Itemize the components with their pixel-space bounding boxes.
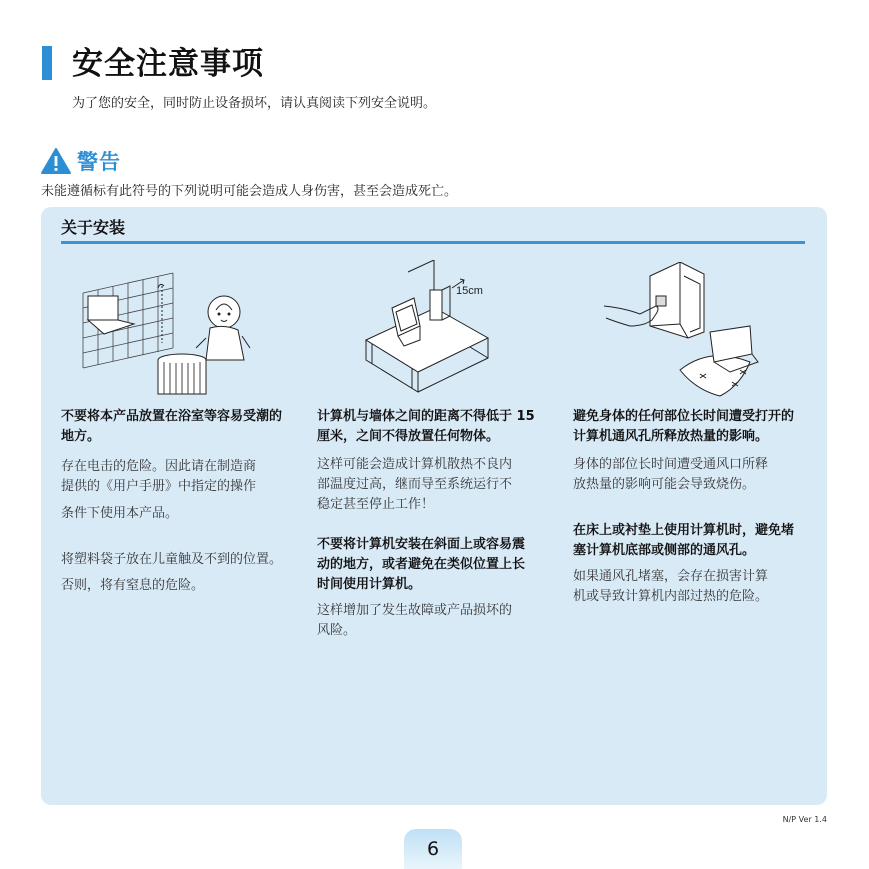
- column-wall-distance: [317, 407, 549, 641]
- warning-title: 警告: [77, 150, 121, 174]
- col3-item2-line1: 如果通风孔堵塞，会存在损害计算: [573, 569, 769, 584]
- section-title: 关于安装: [61, 218, 126, 237]
- col2-item2-line2: 风险。: [317, 623, 357, 638]
- col3-item2-heading: 在床上或衬垫上使用计算机时，避免堵塞计算机底部或侧部的通风孔。: [573, 523, 795, 558]
- title-accent-bar: [42, 46, 52, 80]
- col1-item1-heading: 不要将本产品放置在浴室等容易受潮的地方。: [61, 409, 283, 444]
- page-number: 6: [404, 829, 462, 869]
- col1-item1-line1: 存在电击的危险。因此请在制造商: [61, 459, 257, 474]
- col1-item1-line3: 条件下使用本产品。: [61, 506, 179, 521]
- section-divider: [61, 241, 805, 244]
- col2-item2-line1: 这样增加了发生故障或产品损坏的: [317, 603, 513, 618]
- page-subtitle: 为了您的安全，同时防止设备损坏，请认真阅读下列安全说明。: [72, 96, 437, 111]
- col2-item2-heading: 不要将计算机安装在斜面上或容易震动的地方，或者避免在类似位置上长时间使用计算机。: [317, 537, 526, 592]
- warning-triangle-icon: [41, 148, 71, 174]
- distance-label: 15cm: [456, 285, 483, 297]
- col2-item1-line3: 稳定甚至停止工作！: [317, 497, 435, 512]
- col2-item1-line2: 部温度过高，继而导至系统运行不: [317, 477, 513, 492]
- warning-heading: [41, 146, 121, 176]
- column-bathroom: [61, 407, 293, 596]
- col3-item1-line2: 放热量的影响可能会导致烧伤。: [573, 477, 756, 492]
- vent-heat-illustration: [600, 262, 770, 397]
- bathroom-illustration: [78, 268, 258, 396]
- col2-item1-heading: 计算机与墙体之间的距离不得低于 15 厘米，之间不得放置任何物体。: [317, 409, 535, 444]
- col2-item1-line1: 这样可能会造成计算机散热不良内: [317, 457, 513, 472]
- column-ventilation: [573, 407, 805, 607]
- col1-item2-line2: 否则，将有窒息的危险。: [61, 578, 205, 593]
- col1-item1-line2: 提供的《用户手册》中指定的操作: [61, 479, 257, 494]
- version-label: N/P Ver 1.4: [782, 815, 827, 824]
- desk-wall-illustration: [360, 260, 500, 395]
- col3-item1-heading: 避免身体的任何部位长时间遭受打开的计算机通风孔所释放热量的影响。: [573, 409, 795, 444]
- col1-item2-line1: 将塑料袋子放在儿童触及不到的位置。: [61, 552, 283, 567]
- warning-description: 未能遵循标有此符号的下列说明可能会造成人身伤害，甚至会造成死亡。: [41, 184, 458, 199]
- page-title: 安全注意事项: [72, 46, 264, 82]
- col3-item1-line1: 身体的部位长时间遭受通风口所释: [573, 457, 769, 472]
- col3-item2-line2: 机或导致计算机内部过热的危险。: [573, 589, 769, 604]
